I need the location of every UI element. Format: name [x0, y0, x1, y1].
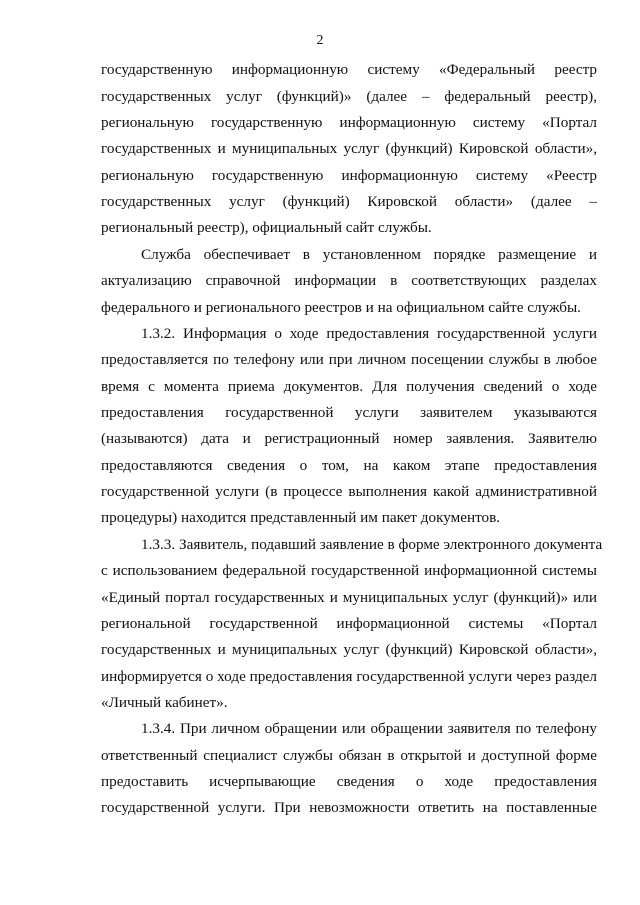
page-number: 2 [316, 33, 324, 48]
text-line: предоставляются сведения о том, на каком этапе предоставления [101, 457, 597, 474]
text-line: государственную информационную систему «Федеральный реестр [101, 61, 597, 78]
text-line: «Личный кабинет». [101, 694, 228, 711]
text-line: предоставления государственной услуги заявителем указываются [101, 404, 597, 421]
paragraph-first-line: 1.3.2. Информация о ходе предоставления государственной услуги [141, 325, 597, 342]
text-line: ответственный специалист службы обязан в открытой и доступной форме [101, 747, 597, 764]
text-line: государственных услуг (функций)» (далее – федеральный реестр), [101, 88, 597, 105]
text-line: государственной услуги. При невозможности ответить на поставленные [101, 799, 597, 816]
text-line: государственных и муниципальных услуг (функций) Кировской области», [101, 641, 597, 658]
text-line: государственных услуг (функций) Кировской области» (далее – [101, 193, 597, 210]
text-line: региональный реестр), официальный сайт службы. [101, 219, 432, 236]
text-line: государственных и муниципальных услуг (функций) Кировской области», [101, 140, 597, 157]
text-line: время с момента приема документов. Для получения сведений о ходе [101, 378, 597, 395]
text-line: предоставить исчерпывающие сведения о ходе предоставления [101, 773, 597, 790]
text-line: процедуры) находится представленный им пакет документов. [101, 509, 501, 526]
text-line: (называются) дата и регистрационный номер заявления. Заявителю [101, 430, 597, 447]
paragraph-first-line: Служба обеспечивает в установленном порядке размещение и [141, 246, 597, 263]
text-line: государственной услуги (в процессе выполнения какой административной [101, 483, 597, 500]
text-line: региональной государственной информационной системы «Портал [101, 615, 597, 632]
text-line: актуализацию справочной информации в соответствующих разделах [101, 272, 597, 289]
paragraph-first-line: 1.3.4. При личном обращении или обращении заявителя по телефону [141, 720, 597, 737]
text-line: с использованием федеральной государственной информационной системы [101, 562, 597, 579]
text-line: «Единый портал государственных и муниципальных услуг (функций)» или [101, 589, 597, 606]
text-line: региональную государственную информационную систему «Портал [101, 114, 597, 131]
text-line: федерального и регионального реестров и на официальном сайте службы. [101, 299, 581, 316]
text-line: региональную государственную информационную систему «Реестр [101, 167, 597, 184]
text-line: информируется о ходе предоставления государственной услуги через раздел [101, 668, 597, 685]
paragraph-first-line: 1.3.3. Заявитель, подавший заявление в форме электронного документа [141, 536, 603, 553]
text-line: предоставляется по телефону или при личном посещении службы в любое [101, 351, 597, 368]
